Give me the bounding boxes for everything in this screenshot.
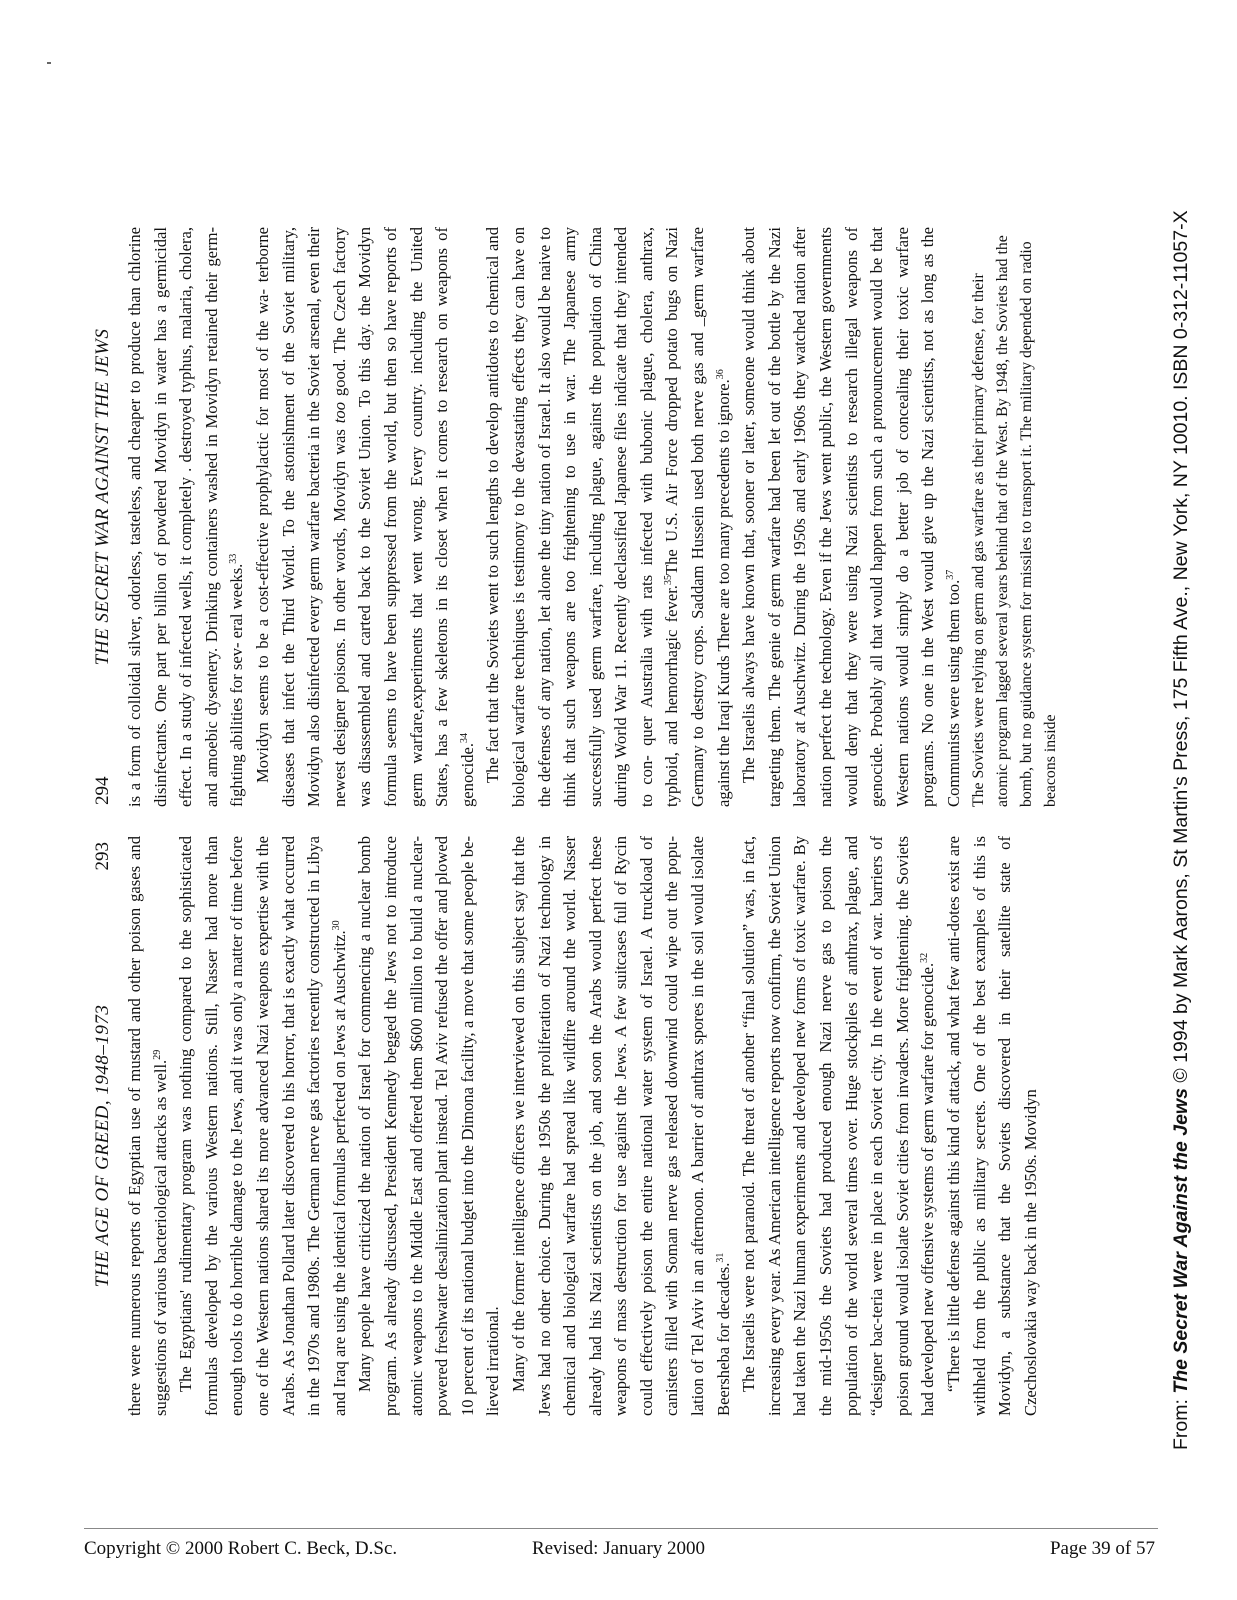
- left-book-page: [78, 836, 1198, 1416]
- right-running-header: [78, 227, 122, 807]
- left-running-head: THE AGE OF GREED, 1948–1973: [92, 1004, 113, 1288]
- scan-speck: [47, 62, 51, 64]
- right-page-body: [122, 227, 1063, 807]
- paragraph: “There is little defense against this kind of attack, and what few anti-dotes exist are withheld from the public as military secrets. One of the best examples of this is Movidyn, a substance that the Soviets discovered in their satellite state of Czechoslovakia way back in the 1950s. Movidyn: [944, 836, 1040, 1416]
- book-title: The Secret War Against the Jews: [1170, 1088, 1192, 1394]
- paragraph: The Egyptians' rudimentary program was nothing compared to the sophisticated formulas developed by the various Western nations. Still, Nasser had more than enough tools to do horrible damage to the Jews, and it was only a matter of time before one of the Western nations shared its more advanced Nazi weapons expertise with the Arabs. As Jonathan Pollard later discovered to his horror, that is exactly what occurred in the 1970s and 1980s. The German nerve gas factories recently constructed in Libya and Iraq are using the identical formulas perfected on Jews at Auschwitz.$^{30}$: [176, 836, 349, 1416]
- paragraph: Many of the former intelligence officers we interviewed on this subject say that the Jews had no other choice. During the 1950s the proliferation of Nazi technology in chemical and biological warfare had spread like wildfire around the world. Nasser already had his Nazi scientists on the job, and soon the Arabs would perfect these weapons of mass destruction for use against the Jews. A few suitcases full of Rycin could effectively poison the entire national water system of Israel. A truckload of canisters filled with Soman nerve gas released downwind could wipe out the popu-lation of Tel Aviv in an afternoon. A barrier of anthrax spores in the soil would isolate Beersheba for decades.$^{31}$: [508, 836, 733, 1416]
- paragraph: Many people have criticized the nation of Israel for commencing a nuclear bomb program. As already discussed, President Kennedy begged the Jews not to introduce atomic weapons to the Middle East and offered them $600 million to build a nuclear-powered freshwater desalinization plant instead. Tel Aviv refused the offer and plowed 10 percent of its national budget into the Dimona facility, a move that some people be-lieved irrational.: [355, 836, 503, 1416]
- footnote-ref: 35: [663, 575, 675, 586]
- footnote-ref: 29: [151, 1049, 163, 1060]
- footer-revision: Revised: January 2000: [531, 1538, 706, 1559]
- footnote-ref: 30: [330, 920, 342, 931]
- footer-page-count: Page 39 of 57: [1049, 1538, 1155, 1559]
- left-page-body: [122, 836, 1043, 1416]
- footnote-ref: 34: [458, 732, 470, 743]
- footnote-ref: 36: [714, 369, 726, 380]
- footer-rule: [84, 1528, 1158, 1529]
- paragraph: The Israelis always have known that, sooner or later, someone would think about targeting them. The genie of germ warfare had been let out of the bottle by the Nazi laboratory at Auschwitz. During the 1950s and early 1960s they watched nation after nation perfect the technology. Even if the Jews went public, the Western governments would deny that they were using Nazi scientists to research illegal weapons of genocide. Probably all that would happen from such a pronouncement would be that Western nations would simply do a better job of concealing their toxic warfare programs. No one in the West would give up the Nazi scientists, not as long as the Communists were using them too.$^{37}$: [739, 227, 963, 807]
- emphasis: too: [329, 401, 349, 424]
- right-page-number: 294: [92, 776, 113, 805]
- left-page-number: 293: [92, 842, 113, 871]
- footnote-ref: 31: [714, 1252, 726, 1263]
- right-running-head: THE SECRET WAR AGAINST THE JEWS: [92, 328, 113, 666]
- footnote-ref: 33: [228, 553, 240, 564]
- paragraph: there were numerous reports of Egyptian use of mustard and other poison gases and suggestions of various bacteriological attacks as well.$^{29}$: [125, 836, 170, 1416]
- paragraph: Movidyn seems to be a cost-effective prophylactic for most of the wa- terborne diseases that infect the Third World. To the astonishment of the Soviet military, Movidyn also disinfected every germ warfare bacteria in the Soviet arsenal, even their newest designer poisons. In other words, Movidyn was too good. The Czech factory was disassembled and carted back to the Soviet Union. To this day. the Movidyn formula seems to have been suppressed from the world, but then so have reports of germ warfare,experiments that went wrong. Every country. including the United States, has a few skeletons in its closet when it comes to research on weapons of genocide.$^{34}$: [252, 227, 477, 807]
- left-running-header: [78, 836, 122, 1416]
- document-footer: [0, 1528, 1237, 1568]
- paragraph: The Israelis were not paranoid. The threat of another “final solution” was, in fact, increasing every year. As American intelligence reports now confirm, the Soviet Union had taken the Nazi human experiments and developed new forms of toxic warfare. By the mid-1950s the Soviets had produced enough Nazi nerve gas to poison the population of the world several times over. Huge stockpiles of anthrax, plague, and “designer bac-teria were in place in each Soviet city. In the event of war. barriers of poison ground would isolate Soviet cities from invaders. More frightening. the Soviets had developed new offensive systems of germ warfare for genocide.$^{32}$: [739, 836, 938, 1416]
- right-book-page: [78, 227, 1198, 807]
- source-citation: From: The Secret War Against the Jews © 1994 by Mark Aarons, St Martin's Press, 175 Fifth Ave., New York, NY 10010. ISBN 0-312-11057-X: [1170, 210, 1192, 1450]
- footnote-ref: 32: [919, 952, 931, 963]
- paragraph: is a form of colloidal silver, odorless, tasteless, and cheaper to produce than chlorine disinfectants. One part per billion of powdered Movidyn in water has a germicidal effect. In a study of infected wells, it completely . destroyed typhus, malaria, cholera, and amoebic dysentery. Drinking containers washed in Movidyn retained their germ-fighting abilities for sev- eral weeks.$^{33}$: [125, 227, 247, 807]
- paragraph: The fact that the Soviets went to such lengths to develop antidotes to chemical and biological warfare techniques is testimony to the devastating effects they can have on the defenses of any nation, let alone the tiny nation of Israel. It also would be naive to think that such weapons are too frightening to use in war. The Japanese army successfully used germ warfare, including plague, against the population of China during World War 11. Recently declassified Japanese files indicate that they intended to con- quer Australia with rats infected with bubonic plague, cholera, anthrax, typhoid, and hemorrhagic fever.$^{35}$The U.S. Air Force dropped potato bugs on Nazi Germany to destroy crops. Saddam Hussein used both nerve gas and _germ warfare against the Iraqi Kurds There are too many precedents to ignore.$^{36}$: [483, 227, 733, 807]
- rotated-spread: [78, 40, 1198, 1450]
- footnote-ref: 37: [945, 569, 956, 580]
- footer-copyright: Copyright © 2000 Robert C. Beck, D.Sc.: [84, 1538, 398, 1559]
- paragraph: The Soviets were relying on germ and gas warfare as their primary defense, for their atomic program lagged several years behind that of the West. By 1948, the Soviets had the bomb, but no guidance system for missiles to transport it. The military depended on radio beacons inside: [969, 235, 1059, 807]
